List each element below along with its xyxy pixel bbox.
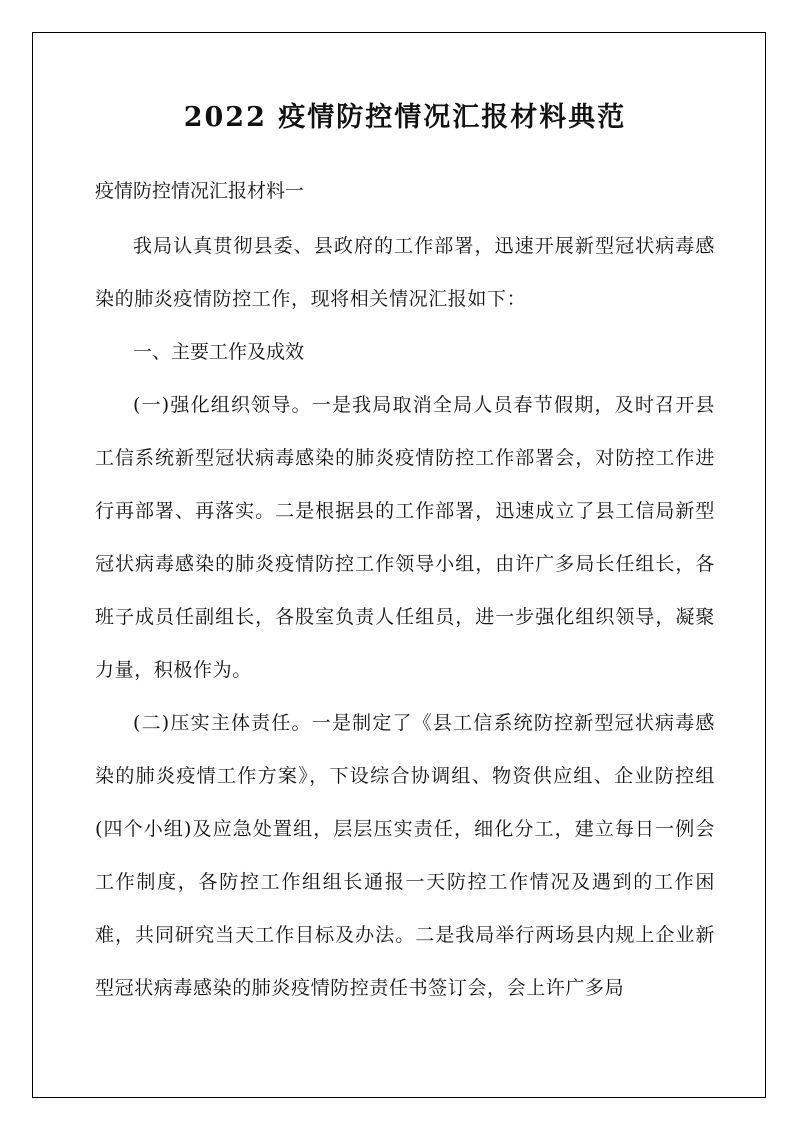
document-body bbox=[95, 95, 715, 1015]
intro-paragraph: 我局认真贯彻县委、县政府的工作部署，迅速开展新型冠状病毒感染的肺炎疫情防控工作，现将相关情况汇报如下： bbox=[95, 235, 715, 310]
section-heading-1: 一、主要工作及成效 bbox=[133, 341, 305, 363]
document-subtitle: 疫情防控情况汇报材料一 bbox=[95, 180, 305, 202]
paragraph-1: (一)强化组织领导。一是我局取消全局人员春节假期，及时召开县工信系统新型冠状病毒感染的肺炎疫情防控工作部署会，对防控工作进行再部署、再落实。二是根据县的工作部署，迅速成立了县工信局新型冠状病毒感染的肺炎疫情防控工作领导小组，由许广多局长任组长，各班子成员任副组长，各股室负责人任组员，进一步强化组织领导，凝聚力量，积极作为。 bbox=[95, 394, 715, 681]
paragraph-2: (二)压实主体责任。一是制定了《县工信系统防控新型冠状病毒感染的肺炎疫情工作方案》，下设综合协调组、物资供应组、企业防控组(四个小组)及应急处置组，层层压实责任，细化分工，建立每日一例会工作制度，各防控工作组组长通报一天防控工作情况及遇到的工作困难，共同研究当天工作目标及办法。二是我局举行两场县内规上企业新型冠状病毒感染的肺炎疫情防控责任书签订会，会上许广多局 bbox=[95, 712, 715, 999]
document-title: 2022 疫情防控情况汇报材料典范 bbox=[183, 102, 627, 133]
